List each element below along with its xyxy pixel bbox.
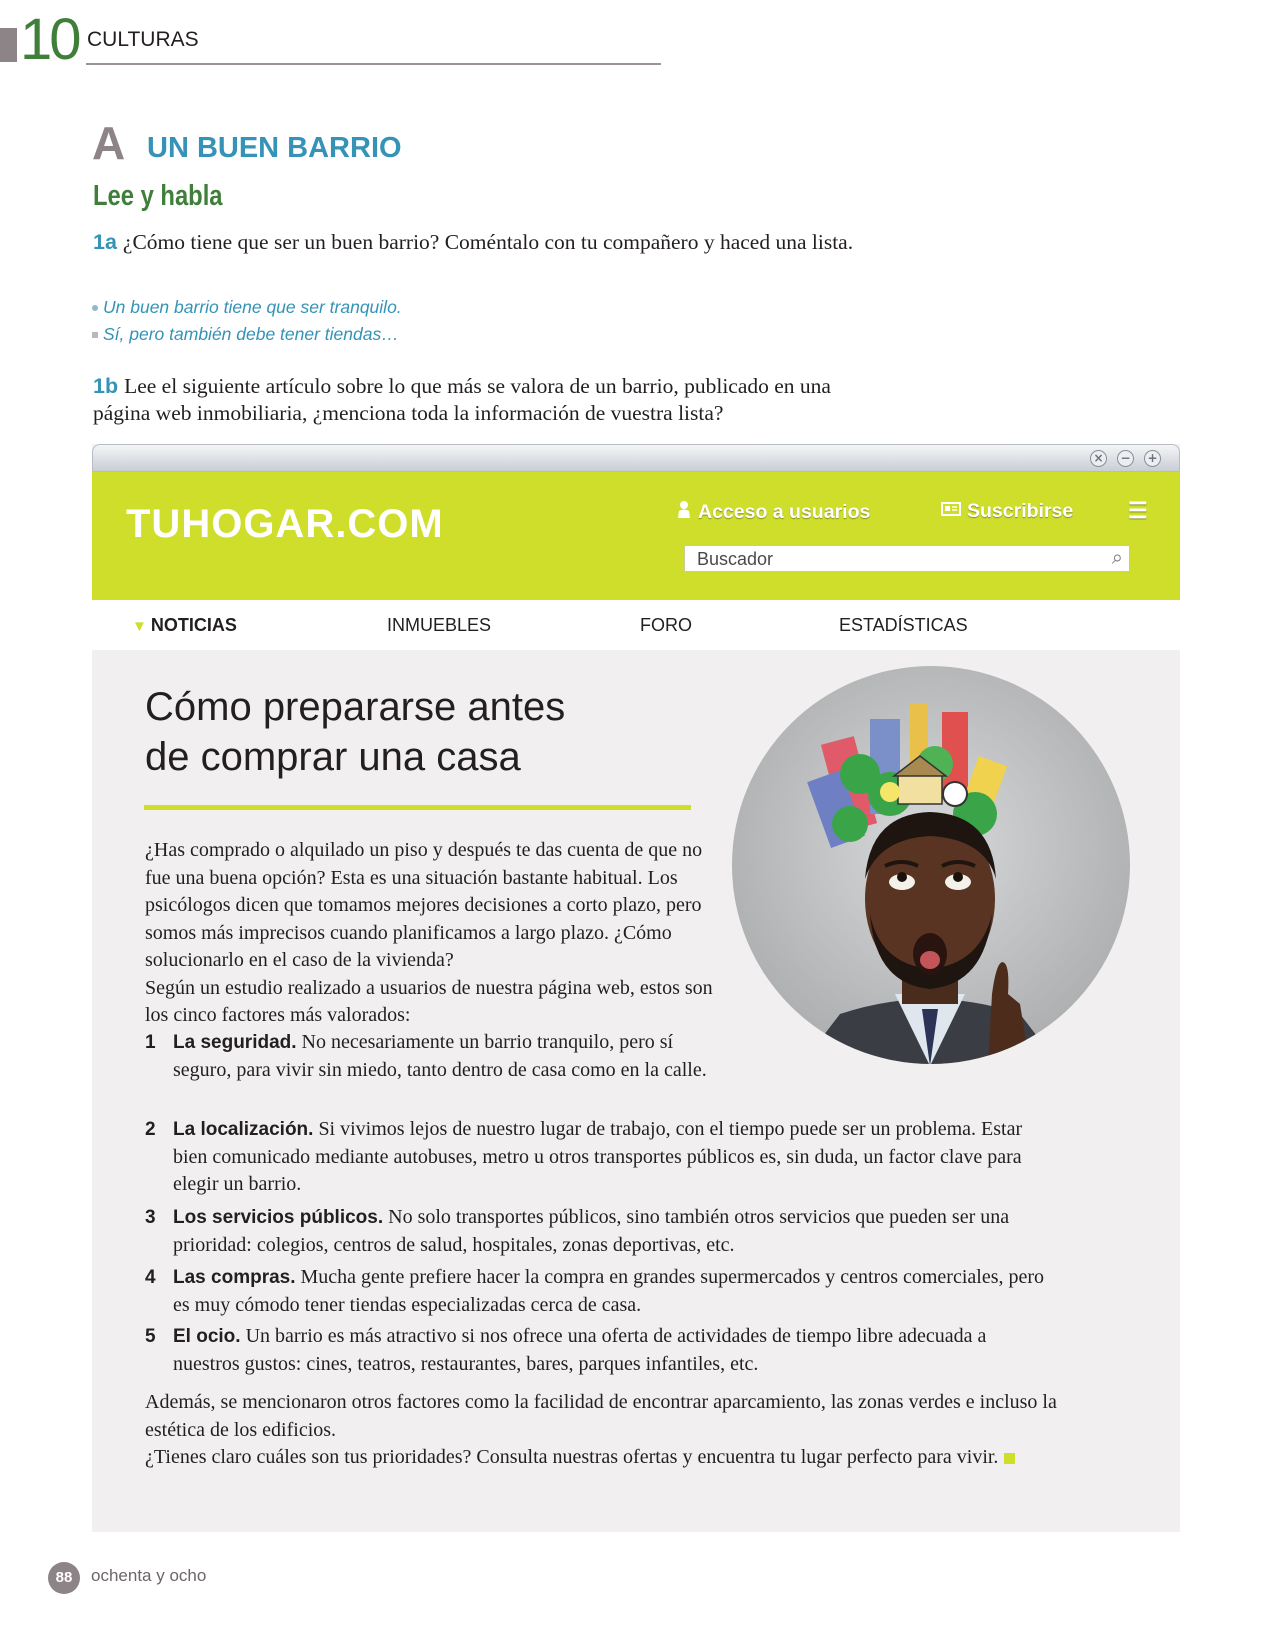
list-item (145, 1264, 1048, 1319)
man-with-city-head-photo (730, 664, 1132, 1066)
outro-paragraph (145, 1444, 1075, 1472)
user-access-link[interactable] (676, 500, 870, 524)
section-letter: A (92, 117, 126, 169)
example-text: Sí, pero también debe tener tiendas… (103, 324, 399, 344)
nav-item-foro[interactable]: FORO (640, 615, 692, 635)
exercise-text: ¿Cómo tiene que ser un buen barrio? Coméntalo con tu compañero y haced una lista. (122, 230, 854, 254)
search-input[interactable] (684, 545, 1130, 572)
search-icon[interactable]: ⌕ (1111, 545, 1123, 569)
list-item-heading: Los servicios públicos. (173, 1207, 384, 1228)
list-item-text: Un barrio es más atractivo si nos ofrece una oferta de actividades de tiempo libre adecuada a nuestros gustos: cines, teatros, restaurantes, bares, parques infantiles, etc. (173, 1325, 987, 1375)
site-header (92, 472, 1180, 600)
title-underline (144, 805, 691, 810)
end-square-icon (1004, 1453, 1015, 1464)
exercise-number: 1b (93, 374, 119, 398)
subscribe-label: Suscribirse (967, 500, 1074, 522)
site-logo[interactable]: TUHOGAR.COM (126, 502, 444, 546)
nav-item-noticias[interactable] (132, 615, 237, 636)
header-divider (86, 63, 661, 65)
active-indicator-icon: ▼ (132, 618, 147, 635)
example-text: Un buen barrio tiene que ser tranquilo. (103, 297, 402, 317)
list-item (145, 1116, 1048, 1199)
page-number-words: ochenta y ocho (91, 1566, 207, 1585)
nav-item-estadisticas[interactable]: ESTADÍSTICAS (839, 615, 968, 635)
list-item-text: No solo transportes públicos, sino también otros servicios que pueden ser una prioridad: colegios, centros de salud, hospitales, zonas deportivas, etc. (173, 1206, 1010, 1256)
browser-window (92, 444, 1180, 1532)
list-item-number: 5 (145, 1326, 156, 1347)
user-access-label: Acceso a usuarios (698, 501, 871, 523)
article-title-line: de comprar una casa (145, 735, 521, 779)
bullet-icon (92, 305, 98, 311)
minimize-icon[interactable]: − (1117, 450, 1134, 467)
user-icon (676, 500, 692, 518)
list-item-heading: Las compras. (173, 1267, 296, 1288)
nav-item-inmuebles[interactable]: INMUEBLES (387, 615, 492, 635)
list-item-heading: La seguridad. (173, 1032, 297, 1053)
search-placeholder: Buscador (697, 549, 774, 569)
unit-name: CULTURAS (87, 28, 199, 51)
list-item-text: Mucha gente prefiere hacer la compra en grandes supermercados y centros comerciales, pero es muy cómodo tener tiendas especializadas cerca de casa. (173, 1266, 1045, 1316)
example-dialogue-2 (92, 324, 399, 345)
list-item-text: No necesariamente un barrio tranquilo, pero sí seguro, para vivir sin miedo, tanto dentro de casa como en la calle. (173, 1031, 707, 1081)
maximize-icon[interactable]: + (1144, 450, 1161, 467)
unit-marker (0, 28, 17, 62)
exercise-text: Lee el siguiente artículo sobre lo que más se valora de un barrio, publicado en una página web inmobiliaria, ¿menciona toda la información de vuestra lista? (93, 374, 831, 425)
article-outro (145, 1389, 1075, 1472)
list-item-text: Si vivimos lejos de nuestro lugar de trabajo, con el tiempo puede ser un problema. Estar bien comunicado mediante autobuses, metro u otros transportes públicos es, sin duda, un factor clave para elegir un barrio. (173, 1118, 1023, 1195)
intro-paragraph: Según un estudio realizado a usuarios de nuestra página web, estos son los cinco factores más valorados: (145, 976, 713, 1026)
exercise-number: 1a (93, 230, 117, 254)
outro-text: ¿Tienes claro cuáles son tus prioridades? Consulta nuestras ofertas y encuentra tu lugar perfecto para vivir. (145, 1446, 999, 1468)
article-title (145, 682, 705, 782)
section-title: UN BUEN BARRIO (147, 132, 402, 164)
list-item-number: 2 (145, 1119, 156, 1140)
page-number: 88 (48, 1562, 80, 1594)
list-item-number: 1 (145, 1032, 156, 1053)
list-item-number: 3 (145, 1207, 156, 1228)
list-item-heading: La localización. (173, 1119, 314, 1140)
intro-paragraph: ¿Has comprado o alquilado un piso y después te das cuenta de que no fue una buena opción? Esta es una situación bastante habitual. Los psicólogos dicen que tomamos mejores decisiones a corto plazo, pero somos más imprecisos cuando planificamos a largo plazo. ¿Cómo solucionarlo en el caso de la vivienda? (145, 839, 703, 971)
list-item (145, 1323, 1048, 1378)
nav-label: NOTICIAS (150, 615, 237, 635)
exercise-1a (93, 229, 893, 256)
window-titlebar (92, 444, 1180, 472)
site-nav (92, 600, 1180, 650)
article-intro (145, 837, 715, 1030)
outro-paragraph: Además, se mencionaron otros factores como la facilidad de encontrar aparcamiento, las zonas verdes e incluso la estética de los edificios. (145, 1391, 1057, 1441)
example-dialogue-1 (92, 297, 402, 318)
exercise-1b (93, 373, 893, 427)
list-item-heading: El ocio. (173, 1326, 241, 1347)
list-item (145, 1029, 713, 1084)
unit-number: 10 (20, 7, 79, 72)
menu-icon[interactable]: ☰ (1128, 498, 1148, 523)
bullet-icon (92, 332, 98, 338)
list-item (145, 1204, 1048, 1259)
section-subtitle: Lee y habla (93, 180, 223, 212)
newsletter-icon (941, 501, 961, 517)
article-title-line: Cómo prepararse antes (145, 685, 566, 729)
close-icon[interactable]: × (1090, 450, 1107, 467)
subscribe-link[interactable] (941, 500, 1073, 523)
list-item-number: 4 (145, 1267, 156, 1288)
